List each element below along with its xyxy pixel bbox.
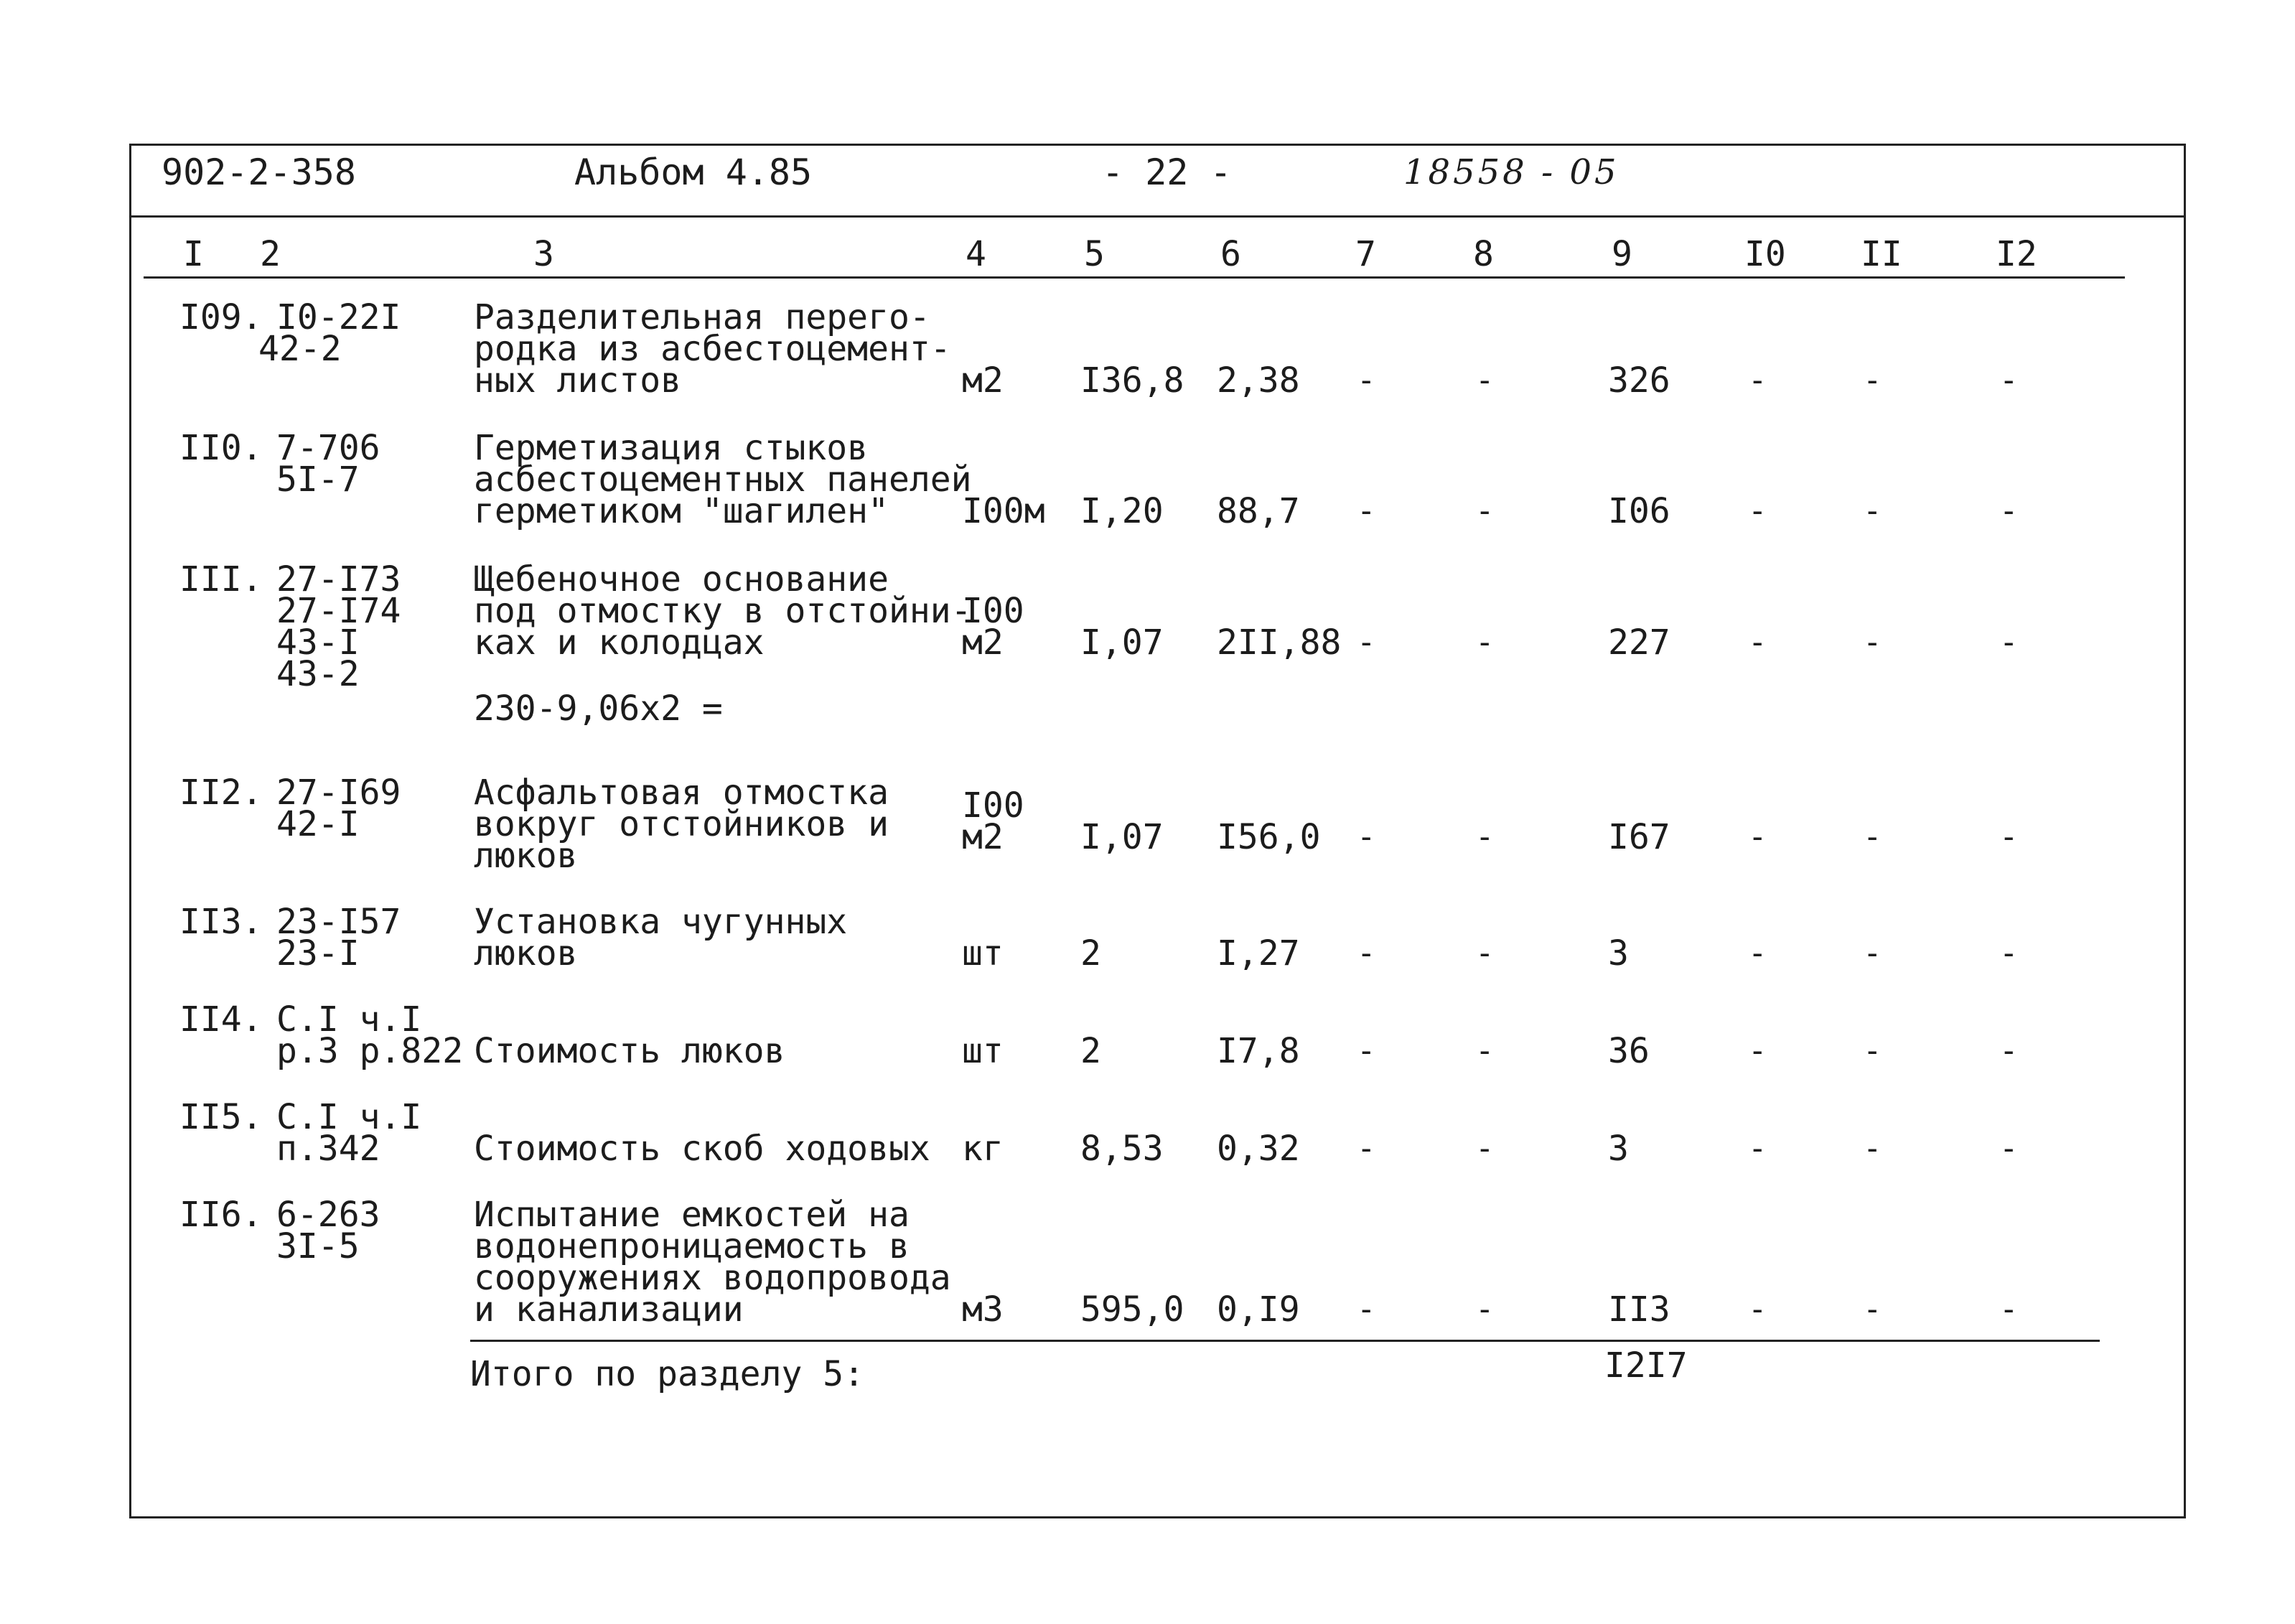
work-description: Испытание емкостей на	[474, 1195, 910, 1235]
cell-col11: -	[1863, 1130, 1882, 1167]
cell-col11: -	[1863, 1032, 1882, 1069]
cell-col12: -	[1999, 935, 2019, 971]
cell-col10: -	[1748, 935, 1767, 971]
frame-top-border	[129, 144, 2186, 146]
cell-col8: -	[1475, 362, 1495, 398]
unit: м2	[962, 622, 1004, 663]
cell-col8: -	[1475, 1291, 1495, 1327]
cost-total: I67	[1608, 817, 1670, 857]
work-description: родка из асбестоцемент-	[474, 329, 951, 369]
unit-price: 0,32	[1217, 1129, 1300, 1169]
cell-col7: -	[1357, 818, 1376, 855]
cell-col12: -	[1999, 1130, 2019, 1167]
norm-code: С.I ч.I	[276, 999, 422, 1040]
work-description: под отмостку в отстойни-	[474, 591, 972, 631]
unit-price: I56,0	[1217, 817, 1321, 857]
cost-total: I06	[1608, 491, 1670, 531]
quantity: 2	[1080, 933, 1101, 974]
col-header-10: I0	[1744, 234, 1786, 274]
row-number: II5.	[179, 1097, 263, 1137]
column-header-divider	[144, 276, 2125, 279]
unit: I00	[962, 591, 1024, 631]
cost-total: 227	[1608, 622, 1670, 663]
unit: м2	[962, 817, 1004, 857]
norm-code: 42-2	[258, 329, 342, 369]
cell-col11: -	[1863, 493, 1882, 529]
cell-col10: -	[1748, 818, 1767, 855]
norm-code: п.342	[276, 1129, 380, 1169]
unit: шт	[962, 1031, 1004, 1071]
work-description: ных листов	[474, 360, 681, 401]
unit: м3	[962, 1289, 1004, 1330]
work-description: вокруг отстойников и	[474, 804, 889, 844]
norm-code: 43-2	[276, 654, 360, 694]
calculation-note: 230-9,06x2 =	[474, 689, 723, 729]
cell-col11: -	[1863, 818, 1882, 855]
norm-code: 27-I69	[276, 773, 401, 813]
col-header-7: 7	[1355, 234, 1376, 274]
cell-col11: -	[1863, 624, 1882, 661]
norm-code: 23-I	[276, 933, 360, 974]
quantity: I36,8	[1080, 360, 1184, 401]
work-description: Установка чугунных	[474, 902, 848, 942]
cell-col8: -	[1475, 624, 1495, 661]
quantity: 8,53	[1080, 1129, 1164, 1169]
cell-col10: -	[1748, 1130, 1767, 1167]
work-description: люков	[474, 933, 578, 974]
unit: I00	[962, 785, 1024, 826]
row-number: I09.	[179, 297, 263, 337]
section-total-value: I2I7	[1604, 1345, 1688, 1386]
handwritten-number: 18558 - 05	[1403, 152, 1619, 192]
work-description: Герметизация стыков	[474, 428, 869, 468]
work-description: Щебеночное основание	[474, 559, 889, 599]
cost-total: 3	[1608, 1129, 1629, 1169]
work-description: Разделительная перего-	[474, 297, 930, 337]
frame-right-border	[2184, 144, 2186, 1518]
cell-col11: -	[1863, 362, 1882, 398]
unit-price: 88,7	[1217, 491, 1300, 531]
unit: кг	[962, 1129, 1004, 1169]
work-description: герметиком "шагилен"	[474, 491, 889, 531]
col-header-2: 2	[260, 234, 281, 274]
cell-col12: -	[1999, 362, 2019, 398]
work-description: водонепроницаемость в	[474, 1226, 910, 1266]
section-total-label: Итого по разделу 5:	[470, 1354, 865, 1394]
album-label: Альбом 4.85	[574, 151, 813, 193]
col-header-8: 8	[1473, 234, 1494, 274]
row-number: II0.	[179, 428, 263, 468]
cell-col12: -	[1999, 493, 2019, 529]
cell-col12: -	[1999, 1032, 2019, 1069]
norm-code: 27-I74	[276, 591, 401, 631]
col-header-6: 6	[1220, 234, 1241, 274]
cell-col10: -	[1748, 1291, 1767, 1327]
quantity: I,07	[1080, 622, 1164, 663]
cell-col7: -	[1357, 1291, 1376, 1327]
cell-col8: -	[1475, 1032, 1495, 1069]
cell-col12: -	[1999, 1291, 2019, 1327]
unit-price: 2II,88	[1217, 622, 1342, 663]
work-description: сооружениях водопровода	[474, 1258, 951, 1298]
cell-col8: -	[1475, 493, 1495, 529]
cost-total: II3	[1608, 1289, 1670, 1330]
cell-col12: -	[1999, 624, 2019, 661]
unit-price: I,27	[1217, 933, 1300, 974]
cell-col7: -	[1357, 624, 1376, 661]
doc-code: 902-2-358	[162, 151, 356, 193]
col-header-4: 4	[966, 234, 986, 274]
cost-total: 326	[1608, 360, 1670, 401]
cell-col7: -	[1357, 362, 1376, 398]
unit-price: I7,8	[1217, 1031, 1300, 1071]
cell-col10: -	[1748, 624, 1767, 661]
cell-col8: -	[1475, 818, 1495, 855]
quantity: I,07	[1080, 817, 1164, 857]
cell-col8: -	[1475, 1130, 1495, 1167]
norm-code: 23-I57	[276, 902, 401, 942]
norm-code: р.3 р.822	[276, 1031, 464, 1071]
norm-code: С.I ч.I	[276, 1097, 422, 1137]
row-number: II2.	[179, 773, 263, 813]
cell-col7: -	[1357, 493, 1376, 529]
unit-price: 2,38	[1217, 360, 1300, 401]
frame-left-border	[129, 144, 131, 1518]
col-header-12: I2	[1996, 234, 2037, 274]
cell-col7: -	[1357, 1032, 1376, 1069]
row-number: II4.	[179, 999, 263, 1040]
quantity: I,20	[1080, 491, 1164, 531]
cell-col12: -	[1999, 818, 2019, 855]
cell-col7: -	[1357, 935, 1376, 971]
col-header-11: II	[1861, 234, 1902, 274]
row-number: II3.	[179, 902, 263, 942]
work-description: люков	[474, 836, 578, 876]
unit: I00м	[962, 491, 1045, 531]
cell-col10: -	[1748, 493, 1767, 529]
quantity: 595,0	[1080, 1289, 1184, 1330]
unit: м2	[962, 360, 1004, 401]
norm-code: 43-I	[276, 622, 360, 663]
cell-col7: -	[1357, 1130, 1376, 1167]
work-description: асбестоцементных панелей	[474, 459, 972, 500]
norm-code: 5I-7	[276, 459, 360, 500]
norm-code: 6-263	[276, 1195, 380, 1235]
cell-col10: -	[1748, 1032, 1767, 1069]
norm-code: 3I-5	[276, 1226, 360, 1266]
norm-code: 27-I73	[276, 559, 401, 599]
work-description: ках и колодцах	[474, 622, 765, 663]
cell-col11: -	[1863, 935, 1882, 971]
col-header-3: 3	[533, 234, 554, 274]
work-description: Асфальтовая отмостка	[474, 773, 889, 813]
unit: шт	[962, 933, 1004, 974]
cost-total: 3	[1608, 933, 1629, 974]
cost-total: 36	[1608, 1031, 1650, 1071]
frame-bottom-border	[129, 1516, 2186, 1518]
quantity: 2	[1080, 1031, 1101, 1071]
page-number: - 22 -	[1102, 151, 1232, 193]
header-divider	[129, 215, 2186, 218]
work-description: и канализации	[474, 1289, 744, 1330]
total-divider	[470, 1340, 2100, 1342]
cell-col11: -	[1863, 1291, 1882, 1327]
col-header-1: I	[183, 234, 204, 274]
cell-col8: -	[1475, 935, 1495, 971]
cell-col10: -	[1748, 362, 1767, 398]
norm-code: I0-22I	[276, 297, 401, 337]
work-description: Стоимость скоб ходовых	[474, 1129, 930, 1169]
work-description: Стоимость люков	[474, 1031, 785, 1071]
row-number: III.	[179, 559, 263, 599]
row-number: II6.	[179, 1195, 263, 1235]
norm-code: 42-I	[276, 804, 360, 844]
norm-code: 7-706	[276, 428, 380, 468]
unit-price: 0,I9	[1217, 1289, 1300, 1330]
col-header-5: 5	[1084, 234, 1105, 274]
col-header-9: 9	[1612, 234, 1632, 274]
